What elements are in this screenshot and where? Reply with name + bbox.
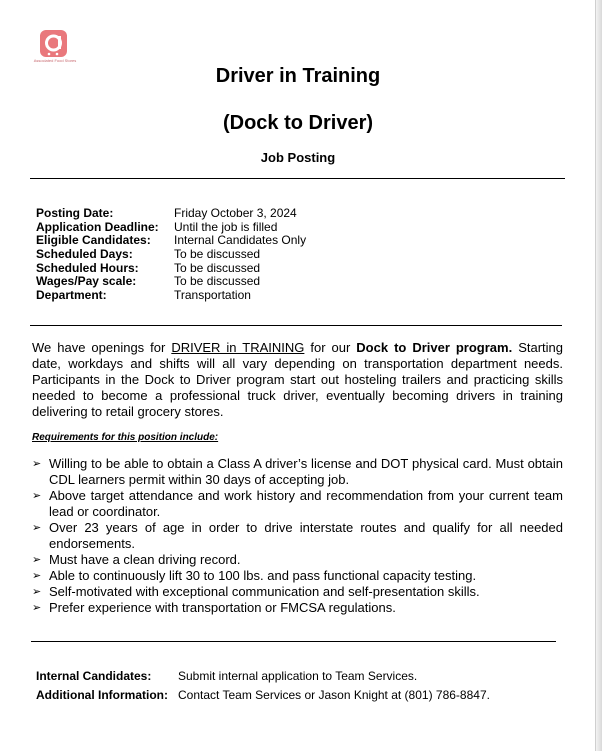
page-title-program: (Dock to Driver) — [222, 112, 374, 134]
detail-value: To be discussed — [174, 260, 261, 275]
company-logo — [30, 30, 80, 66]
detail-label: Wages/Pay scale: — [36, 274, 137, 289]
detail-label: Application Deadline: — [36, 219, 159, 234]
divider — [31, 641, 556, 642]
detail-value: Until the job is filled — [174, 219, 278, 234]
intro-program: Dock to Driver program. — [356, 340, 513, 355]
detail-value: To be discussed — [174, 247, 261, 262]
divider — [30, 178, 565, 179]
detail-value: Friday October 3, 2024 — [174, 206, 297, 220]
intro-role: DRIVER in TRAINING — [171, 340, 305, 355]
page-edge-shadow — [595, 0, 602, 751]
arrow-bullet-icon: ➢ — [32, 554, 42, 566]
arrow-bullet-icon: ➢ — [32, 602, 42, 614]
detail-label: Eligible Candidates: — [36, 233, 151, 248]
requirement-text: Able to continuously lift 30 to 100 lbs. and pass functional capacity testing. — [49, 568, 477, 583]
requirement-text: Over 23 years of age in order to drive interstate routes and qualify for all needed endorsements. — [49, 520, 563, 551]
requirement-text: Must have a clean driving record. — [49, 552, 241, 567]
divider — [30, 325, 562, 326]
detail-row-eligible — [36, 234, 306, 248]
list-item — [32, 520, 563, 552]
list-item — [32, 488, 563, 520]
list-item — [32, 456, 563, 488]
intro-text: for our — [304, 340, 357, 355]
list-item — [32, 600, 563, 616]
detail-label: Scheduled Days: — [36, 247, 133, 262]
detail-row-posting-date — [36, 207, 306, 221]
detail-row-days — [36, 248, 306, 262]
contact-row-additional — [36, 686, 490, 705]
logo-mark-icon — [40, 30, 67, 57]
contact-row-internal — [36, 667, 490, 686]
detail-row-hours — [36, 262, 306, 276]
contact-label: Additional Information: — [36, 688, 168, 702]
contact-value: Contact Team Services or Jason Knight at (801) 786-8847. — [178, 688, 490, 702]
detail-value: Internal Candidates Only — [174, 233, 307, 248]
posting-details — [36, 207, 306, 303]
arrow-bullet-icon: ➢ — [32, 458, 42, 470]
list-item — [32, 584, 563, 600]
list-item — [32, 552, 563, 568]
requirements-list — [32, 456, 563, 616]
arrow-bullet-icon: ➢ — [32, 522, 42, 534]
intro-paragraph — [32, 340, 563, 420]
detail-value: To be discussed — [174, 274, 261, 289]
intro-text: Starting date, workdays and shifts will all vary depending on transportation department needs. Participants in the Dock to Driver program start out hosteling trailers and practicing skills needed to become a professional truck driver, eventually becoming drivers in training delivering to retail grocery stores. — [32, 340, 563, 419]
requirements-heading: Requirements for this position include: — [32, 432, 219, 443]
detail-label: Department: — [36, 288, 107, 303]
requirement-text: Above target attendance and work history and recommendation from your current team lead or coordinator. — [49, 488, 563, 519]
contact-info — [36, 667, 490, 705]
arrow-bullet-icon: ➢ — [32, 490, 42, 502]
logo-caption: Associated Food Stores — [33, 58, 77, 63]
requirement-text: Self-motivated with exceptional communication and self-presentation skills. — [49, 584, 480, 599]
requirement-text: Prefer experience with transportation or FMCSA regulations. — [49, 600, 396, 615]
detail-row-wages — [36, 275, 306, 289]
intro-text: We have openings for — [32, 340, 172, 355]
list-item — [32, 568, 563, 584]
page-subtitle: Job Posting — [260, 150, 336, 165]
requirement-text: Willing to be able to obtain a Class A driver’s license and DOT physical card. Must obtain CDL learners permit within 30 days of accepting job. — [49, 456, 563, 487]
detail-row-department — [36, 289, 306, 303]
arrow-bullet-icon: ➢ — [32, 586, 42, 598]
arrow-bullet-icon: ➢ — [32, 570, 42, 582]
detail-label: Scheduled Hours: — [36, 260, 139, 275]
page-title: Driver in Training — [215, 65, 381, 87]
detail-label: Posting Date: — [36, 206, 114, 220]
detail-value: Transportation — [174, 288, 251, 303]
contact-label: Internal Candidates: — [36, 669, 152, 683]
contact-value: Submit internal application to Team Services. — [178, 669, 418, 683]
detail-row-deadline — [36, 221, 306, 235]
